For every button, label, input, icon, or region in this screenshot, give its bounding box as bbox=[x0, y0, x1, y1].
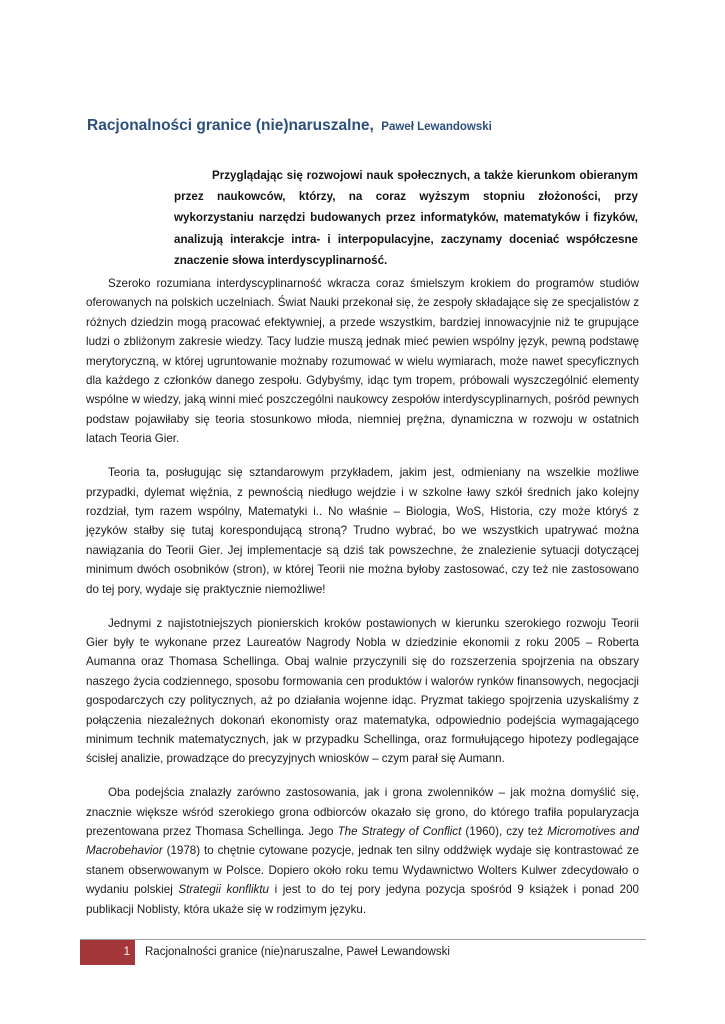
paragraph-4-text-b: (1960), czy też bbox=[461, 825, 548, 839]
paragraph-2: Teoria ta, posługując się sztandarowym przykładem, jakim jest, odmieniany na wszelkie możliwe przypadki, dylemat więźnia, z pewnością niedługo wejdzie i w szkolne ławy szkół średnich jako kolejny rozdział, tym razem wspólny, Matematyki i.. No właśnie – Biologia, WoS, Historia, czy może któryś z języków stałby się tutaj korespondującą stroną? Trudno wybrać, bo we wszystkich upatrywać można nawiązania do Teorii Gier. Jej implementacje są dziś tak powszechne, że znalezienie sytuacji dotyczącej minimum dwóch osobników (stron), w której Teorii nie można byłoby zastosować, czy też nie zastosowano do tej pory, wydaje się praktycznie niemożliwe! bbox=[86, 466, 639, 596]
article-body bbox=[86, 274, 639, 934]
book-title-strategy-of-conflict: The Strategy of Conflict bbox=[337, 825, 462, 839]
book-title-strategii-konfliktu: Strategii konfliktu bbox=[178, 883, 269, 897]
paragraph-4 bbox=[86, 783, 639, 919]
book-title-micromotives: Micromotives and Macrobehavior bbox=[86, 825, 639, 858]
paragraph-4-text-c: (1978) to chętnie cytowane pozycje, jednak ten silny oddźwięk wydaje się kontrastować ze stanem obserwowanym w Polsce. Dopiero około roku temu Wydawnictwo Wolters Kulwer zdecydowało o wydaniu polskiej bbox=[86, 844, 639, 897]
paragraph-1: Szeroko rozumiana interdyscyplinarność wkracza coraz śmielszym krokiem do programów studiów oferowanych na polskich uczelniach. Świat Nauki przekonał się, że zespoły składające się ze specjalistów z różnych dziedzin mogą pracować efektywniej, a przede wszystkim, bardziej innowacyjnie niż te grupujące ludzi o zbliżonym zakresie wiedzy. Tacy ludzie muszą jednak mieć pewien wspólny język, pewną podstawę merytoryczną, w której ugruntowanie możnaby rozumować w wielu wymiarach, może nawet specyficznych dla każdego z członków danego zespołu. Gdybyśmy, idąc tym tropem, próbowali wyszczególnić elementy wspólne w wiedzy, jaką winni mieć poszczególni naukowcy zespołów interdyscyplinarnych, pośród pewnych podstaw pojawiłaby się teoria stosunkowo młoda, niemniej prężna, dynamiczna w rozwoju w ostatnich latach Teoria Gier. bbox=[86, 277, 639, 446]
page-number: 1 bbox=[80, 940, 135, 965]
paragraph-3: Jednymi z najistotniejszych pionierskich kroków postawionych w kierunku szerokiego rozwoju Teorii Gier były te wykonane przez Laureatów Nagrody Nobla w dziedzinie ekonomii z roku 2005 – Roberta Aumanna oraz Thomasa Schellinga. Obaj walnie przyczynili się do rozszerzenia spojrzenia na obszary naszego życia codziennego, sposobu formowania cen produktów i walorów rynków finansowych, negocjacji gospodarczych czy politycznych, aż po działania wojenne idąc. Pryzmat takiego spojrzenia uzyskaliśmy z połączenia niezależnych dokonań ekonomisty oraz matematyka, odpowiednio podejścia wymagającego minimum technik matematycznych, jak w przypadku Schellinga, oraz formułującego hipotezy podlegające ścisłej analizie, prowadzące do precyzyjnych wniosków – czym parał się Aumann. bbox=[86, 616, 639, 766]
paragraph-4-text-d: i jest to do tej pory jedyna pozycja spośród 9 książek i ponad 200 publikacji Noblisty, która ukaże się w rodzimym języku. bbox=[86, 883, 639, 916]
article-heading bbox=[87, 117, 647, 135]
paragraph-4-text-a: Oba podejścia znalazły zarówno zastosowania, jak i grona zwolenników – jak można domyślić się, znacznie większe wśród szerokiego grona odbiorców okazało się grono, do którego trafiła popularyzacja prezentowana przez Thomasa Schellinga. Jego bbox=[86, 786, 639, 839]
article-author: Paweł Lewandowski bbox=[381, 121, 492, 133]
abstract: Przyglądając się rozwojowi nauk społecznych, a także kierunkom obieranym przez naukowców, którzy, na coraz wyższym stopniu złożoności, przy wykorzystaniu narzędzi budowanych przez informatyków, matematyków i fizyków, analizują interakcje intra- i interpopulacyjne, zaczynamy doceniać współczesne znaczenie słowa interdyscyplinarność. bbox=[174, 169, 638, 267]
article-title: Racjonalności granice (nie)naruszalne, bbox=[87, 117, 374, 134]
running-footer-title: Racjonalności granice (nie)naruszalne, Paweł Lewandowski bbox=[145, 946, 450, 958]
